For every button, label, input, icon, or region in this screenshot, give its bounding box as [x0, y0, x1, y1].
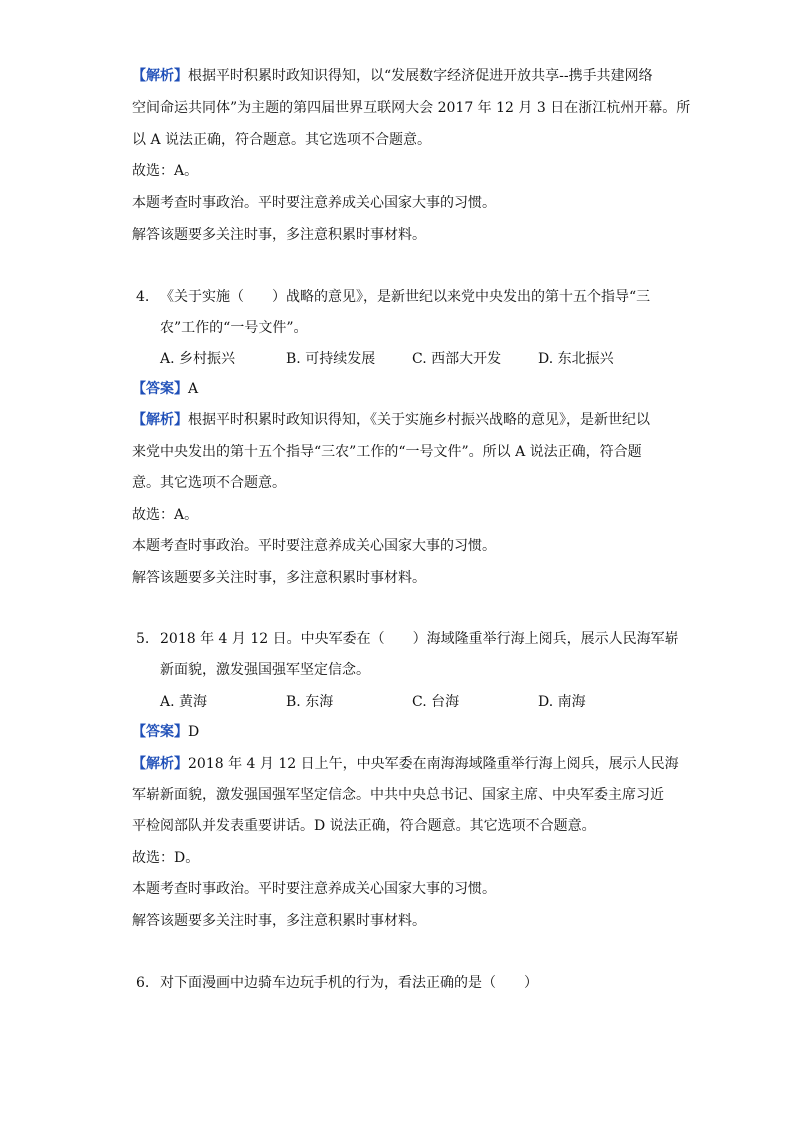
q4-answer [132, 379, 198, 399]
q3-analysis-line-1: 【解析】根据平时积累时政知识得知，以“发展数字经济促进开放共享--携手共建网络 [132, 68, 653, 84]
q4-option-c: C. 西部大开发 [412, 351, 502, 367]
q5-answer-tag: 【答案】 [132, 724, 188, 740]
q5-stem-line-2: 新面貌，激发强国强军坚定信念。 [160, 662, 370, 678]
q5-analysis-tag: 【解析】 [132, 756, 188, 772]
q4-answer-tag: 【答案】 [132, 381, 188, 397]
q5-analysis-line-1: 【解析】2018 年 4 月 12 日上午，中央军委在南海海域隆重举行海上阅兵，展示人民海 [132, 756, 679, 772]
q6-number: 6. [136, 975, 150, 991]
q4-stem-line-2: 农”工作的“一号文件”。 [160, 320, 308, 336]
q4-note-2: 解答该题要多关注时事，多注意积累时事材料。 [132, 570, 426, 586]
q3-note-2: 解答该题要多关注时事，多注意积累时事材料。 [132, 227, 426, 243]
q4-note-1: 本题考查时事政治。平时要注意养成关心国家大事的习惯。 [132, 538, 496, 554]
q5-choice: 故选：D。 [132, 850, 200, 866]
q5-analysis-line-2: 军崭新面貌，激发强国强军坚定信念。中共中央总书记、国家主席、中央军委主席习近 [132, 787, 664, 803]
q5-stem-line-1: 2018 年 4 月 12 日。中央军委在（ ）海域隆重举行海上阅兵，展示人民海军崭 [160, 631, 679, 647]
q3-analysis-tag: 【解析】 [132, 68, 188, 84]
q4-analysis-line-3: 意。其它选项不合题意。 [132, 475, 286, 491]
q5-note-2: 解答该题要多关注时事，多注意积累时事材料。 [132, 913, 426, 929]
q3-analysis-line-2: 空间命运共同体”为主题的第四届世界互联网大会 2017 年 12 月 3 日在浙江杭州开幕。所 [132, 100, 691, 116]
q5-number: 5. [136, 631, 150, 647]
q4-analysis-tag: 【解析】 [132, 412, 188, 428]
q5-option-a: A. 黄海 [160, 694, 208, 710]
q4-option-a: A. 乡村振兴 [160, 351, 236, 367]
q6-stem: 对下面漫画中边骑车边玩手机的行为，看法正确的是（ ） [160, 975, 538, 991]
q4-number: 4. [136, 289, 150, 305]
q4-stem-line-1: 《关于实施（ ）战略的意见》，是新世纪以来党中央发出的第十五个指导“三 [160, 289, 651, 305]
q4-analysis-line-1: 【解析】根据平时积累时政知识得知，《关于实施乡村振兴战略的意见》，是新世纪以 [132, 412, 650, 428]
q4-option-b: B. 可持续发展 [286, 351, 376, 367]
q5-note-1: 本题考查时事政治。平时要注意养成关心国家大事的习惯。 [132, 881, 496, 897]
q4-analysis-line-2: 来党中央发出的第十五个指导“三农”工作的“一号文件”。所以 A 说法正确，符合题 [132, 444, 642, 460]
q5-option-d: D. 南海 [538, 694, 586, 710]
q3-note-1: 本题考查时事政治。平时要注意养成关心国家大事的习惯。 [132, 195, 496, 211]
q5-option-b: B. 东海 [286, 694, 334, 710]
q5-answer [132, 722, 199, 742]
q4-option-d: D. 东北振兴 [538, 351, 614, 367]
q5-answer-value: D [188, 724, 200, 740]
q3-analysis-line-3: 以 A 说法正确，符合题意。其它选项不合题意。 [132, 132, 432, 148]
q5-option-c: C. 台海 [412, 694, 460, 710]
q4-answer-value: A [188, 381, 199, 397]
q5-analysis-line-3: 平检阅部队并发表重要讲话。D 说法正确，符合题意。其它选项不合题意。 [132, 818, 596, 834]
q3-choice: 故选：A。 [132, 163, 199, 179]
q4-choice: 故选：A。 [132, 507, 199, 523]
